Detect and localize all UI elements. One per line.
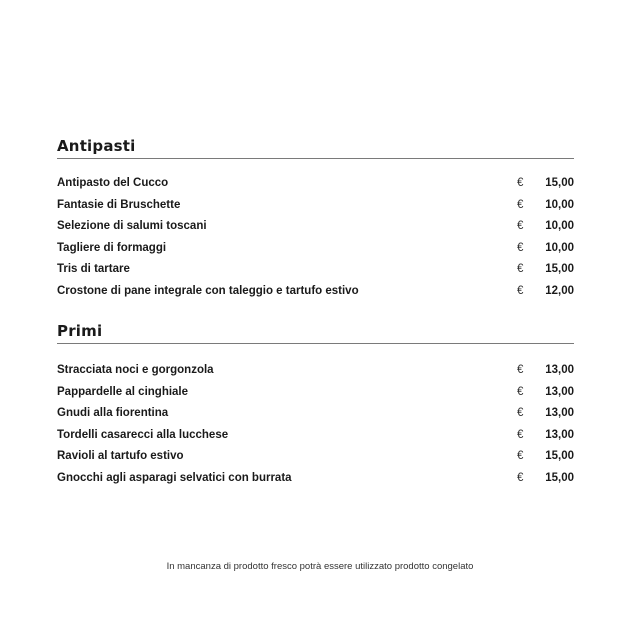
menu-item	[57, 468, 574, 490]
item-name: Stracciata noci e gorgonzola	[57, 364, 214, 376]
euro-icon: €	[517, 263, 524, 276]
section-primi	[57, 321, 574, 490]
menu-item	[57, 195, 574, 217]
item-price: 10,00	[545, 241, 574, 254]
item-price: 13,00	[545, 428, 574, 441]
item-name: Tris di tartare	[57, 263, 130, 276]
item-price: 10,00	[545, 198, 574, 211]
item-price: 12,00	[545, 284, 574, 297]
divider	[57, 343, 574, 344]
menu-item	[57, 403, 574, 425]
menu-item	[57, 446, 574, 468]
item-name: Tordelli casarecci alla lucchese	[57, 428, 229, 441]
euro-icon: €	[517, 471, 524, 484]
item-price: 13,00	[545, 385, 574, 398]
euro-icon: €	[517, 220, 524, 233]
euro-icon: €	[517, 428, 524, 441]
euro-icon: €	[517, 407, 524, 420]
item-price: 13,00	[545, 407, 574, 420]
euro-icon: €	[517, 198, 524, 211]
divider	[57, 158, 574, 159]
item-name: Gnocchi agli asparagi selvatici con burrata	[57, 471, 292, 484]
item-price: 15,00	[545, 177, 574, 189]
section-title: Primi	[57, 322, 103, 340]
section-antipasti	[57, 136, 574, 303]
euro-icon: €	[517, 364, 524, 376]
footer-note: In mancanza di prodotto fresco potrà essere utilizzato prodotto congelato	[166, 561, 474, 572]
menu-item	[57, 259, 574, 281]
item-price: 13,00	[545, 364, 574, 376]
menu-item	[57, 360, 574, 382]
item-price: 10,00	[545, 220, 574, 233]
menu-item	[57, 238, 574, 260]
item-name: Tagliere di formaggi	[57, 241, 167, 254]
item-name: Fantasie di Bruschette	[57, 198, 181, 211]
section-title: Antipasti	[57, 137, 136, 155]
menu-item	[57, 216, 574, 238]
item-name: Pappardelle al cinghiale	[57, 385, 189, 398]
euro-icon: €	[517, 450, 524, 463]
item-price: 15,00	[545, 471, 574, 484]
item-price: 15,00	[545, 263, 574, 276]
menu-item	[57, 173, 574, 195]
item-name: Crostone di pane integrale con taleggio e tartufo estivo	[57, 284, 359, 297]
menu-item	[57, 382, 574, 404]
menu-list	[57, 360, 574, 490]
menu-item	[57, 281, 574, 303]
euro-icon: €	[517, 284, 524, 297]
euro-icon: €	[517, 385, 524, 398]
euro-icon: €	[517, 177, 524, 189]
item-price: 15,00	[545, 450, 574, 463]
menu-item	[57, 425, 574, 447]
item-name: Selezione di salumi toscani	[57, 220, 207, 233]
item-name: Antipasto del Cucco	[57, 177, 169, 189]
item-name: Gnudi alla fiorentina	[57, 407, 169, 420]
menu-list	[57, 173, 574, 303]
item-name: Ravioli al tartufo estivo	[57, 450, 184, 463]
euro-icon: €	[517, 241, 524, 254]
